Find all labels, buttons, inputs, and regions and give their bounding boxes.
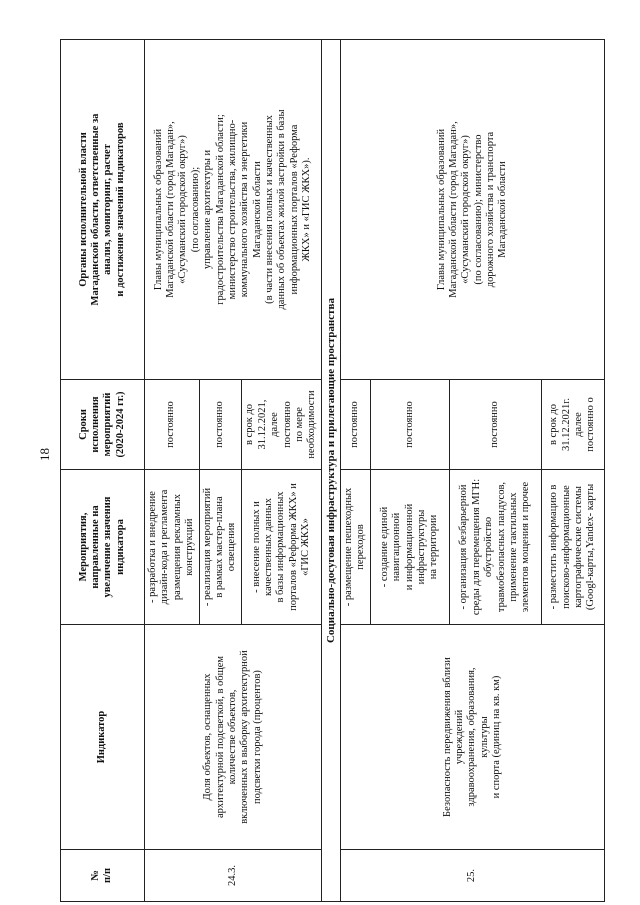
row-25-term-4: в срок до 31.12.2021г. далее постоянно о <box>542 380 605 470</box>
row-25-measure-2: - создание единой навигационной и информационной инфраструктуры на территории <box>370 470 450 625</box>
row-25-measure-3: - организация безбарьерной среды для перемещения МГН: обустройство травмобезопасных пандусов, применение тактильных элементов мощения и прочее <box>450 470 542 625</box>
row-24-3-term-2: постоянно <box>199 380 241 470</box>
section-row <box>322 40 341 902</box>
rotated-page <box>60 40 605 902</box>
row-24-3-indicator: Доля объектов, оснащенных архитектурной подсветкой, в общем количестве объектов, включенных в выборку архитектурной подсветки города (процентов) <box>144 625 322 850</box>
page-number: 18 <box>37 448 52 461</box>
row-24-3-measure-3: - внесение полных и качественных данных в базы информационных порталов «Реформа ЖКХ» и «ГИС ЖКХ» <box>241 470 322 625</box>
row-25-authorities: Главы муниципальных образований Магаданской области (город Магадан», «Сусуманский городской округ») (по согласованию); министерство дорожного хозяйства и транспорта Магаданской области <box>341 40 605 380</box>
row-25-num: 25. <box>341 850 605 902</box>
table-container <box>60 40 605 902</box>
header-indicator: Индикатор <box>61 625 145 850</box>
row-24-3-authorities: Главы муниципальных образований Магаданской области (город Магадан», «Сусуманский городской округ») (по согласованию); управление архитектуры и градостроительства Магаданской области; министерство строительства, жилищно- коммунального хозяйства и энергетики Магаданской области (в части внесения полных и качественных данных об объектах жилой застройки в базы информационных порталов «Реформа ЖКХ» и «ГИС ЖКХ»). <box>144 40 322 380</box>
indicators-table <box>60 39 605 902</box>
header-num: № п/п <box>61 850 145 902</box>
row-25-indicator: Безопасность передвижения вблизи учреждений здравоохранения, образования, культуры и спорта (единиц на кв. км) <box>341 625 605 850</box>
row-24-3-num: 24.3. <box>144 850 322 902</box>
row-25-term-2: постоянно <box>370 380 450 470</box>
header-terms: Сроки исполнения мероприятий (2020-2024 гг.) <box>61 380 145 470</box>
row-24-3-measure-1: - разработка и внедрение дизайн-кода и регламента размещения рекламных конструкций <box>144 470 199 625</box>
row-24-3-term-1: постоянно <box>144 380 199 470</box>
table-row <box>144 40 199 902</box>
table-header-row <box>61 40 145 902</box>
row-24-3-measure-2: - реализация мероприятий в рамках мастер-плана освещения <box>199 470 241 625</box>
header-authorities: Органы исполнительной власти Магаданской области, ответственные за анализ, мониторинг, расчет и достижение значений индикаторов <box>61 40 145 380</box>
table-row <box>341 40 370 902</box>
row-25-measure-1: - размещение пешеходных переходов <box>341 470 370 625</box>
section-title: Социально-досуговая инфраструктура и прилегающие пространства <box>322 40 341 902</box>
row-25-term-3: постоянно <box>450 380 542 470</box>
header-measures: Мероприятия, направленные на увеличение значения индикатора <box>61 470 145 625</box>
row-25-measure-4: - разместить информацию в поисково-информационные картографические системы (Googl-карты,Yandex- карты <box>542 470 605 625</box>
row-25-term-1: постоянно <box>341 380 370 470</box>
row-24-3-term-3: в срок до 31.12.2021, далее постоянно по мере необходимости <box>241 380 322 470</box>
